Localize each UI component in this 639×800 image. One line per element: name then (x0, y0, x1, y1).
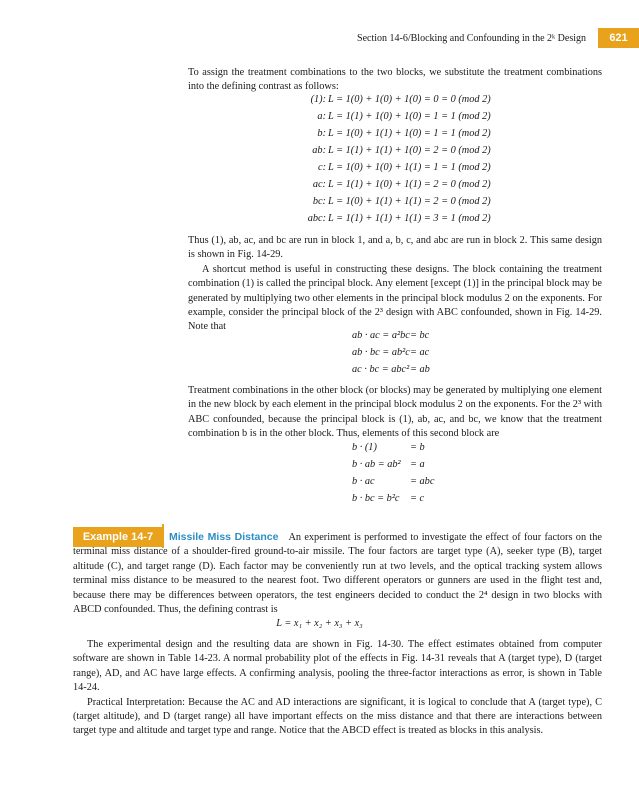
intro-text: To assign the treatment combinations to the two blocks, we substitute the treatment combinations into the defining contrast as follows: (188, 67, 602, 93)
section-title: Section 14-6/Blocking and Confounding in the 2ᵏ Design (357, 32, 586, 44)
row-lhs: ac · bc = abc² (352, 364, 410, 375)
row-rhs: L = 1(1) + 1(1) + 1(0) = 2 = 0 (mod 2) (328, 145, 491, 156)
row-lhs: ac: (312, 179, 326, 190)
row-rhs: = a (410, 459, 425, 470)
row-rhs: L = 1(0) + 1(0) + 1(1) = 1 = 1 (mod 2) (328, 162, 491, 173)
para-other-block-text: Treatment combinations in the other block (or blocks) may be generated by multiplying one element in the new block by each element in the principal block modulus 2 on the exponents. For the 2³ with ABC confounded, because the principal block is (1), ab, ac, and bc, we know that the treatment combination b is in the other block. Thus, elements of this second block are (188, 385, 602, 440)
row-lhs: b: (317, 128, 326, 139)
para-block-assignment: Thus (1), ab, ac, and bc are run in block 1, and a, b, c, and abc are run in block 2. This same design is shown in Fig. 14-29. (188, 235, 602, 261)
eq-row-2 (240, 128, 540, 145)
row-lhs: b · ab = ab² (352, 459, 401, 470)
row-lhs: bc: (312, 196, 326, 207)
example-label: Example 14-7 (73, 527, 163, 547)
body-paragraphs (188, 234, 602, 335)
example-analysis (73, 638, 602, 739)
prod-row-0 (352, 330, 532, 346)
row-rhs: L = 1(1) + 1(0) + 1(1) = 2 = 0 (mod 2) (328, 179, 491, 190)
eq-row-4 (240, 162, 540, 179)
row-lhs: (1): (310, 94, 326, 105)
row-rhs: = bc (410, 330, 430, 341)
eq-row-5 (240, 179, 540, 196)
eq-row-1 (240, 111, 540, 128)
row-rhs: = ac (410, 347, 430, 358)
eq-row-6 (240, 196, 540, 213)
example-body (73, 530, 602, 617)
example-description: An experiment is performed to investigate the effect of four factors on the terminal miss distance of a shoulder-fired ground-to-air missile. The four factors are target type (A), seeker type (B), target altitude (C), and target range (D). Each factor may be conveniently run at two levels, and the optical tracking system allows terminal miss distance to be measured to the nearest foot. Two different operators or gunners are used in the flight test and, because there may be differences between operators, the test engineers decided to conduct the 2⁴ design in two blocks with ABCD confounded. Thus, the defining contrast is (73, 532, 602, 616)
practical-interpretation: Practical Interpretation: Because the AC and AD interactions are significant, it is logical to conclude that A (target type), C (target altitude), and D (target range) all have important effects on the miss distance and that there are interactions between target type and altitude and target type and range. Notice that the ABCD effect is treated as blocks in this analysis. (73, 696, 602, 737)
defining-contrast-equation: L = x₁ + x₂ + x₃ + x₃ (276, 618, 363, 629)
row-lhs: ab: (312, 145, 326, 156)
row-rhs: L = 1(0) + 1(1) + 1(0) = 1 = 1 (mod 2) (328, 128, 491, 139)
prod-row-3 (352, 493, 532, 509)
row-rhs: = c (410, 493, 425, 504)
example-analysis-para: The experimental design and the resulting data are shown in Fig. 14-30. The effect estimates obtained from computer software are shown in Table 14-23. A normal probability plot of the effects in Fig. 14-31 reveals that A (target type), D (target range), AD, and AC have large effects. A confirming analysis, pooling the three-factor interactions as error, is shown in Table 14-24. (73, 639, 602, 694)
prod-row-1 (352, 347, 532, 363)
para-other-block (188, 384, 602, 442)
running-header (357, 28, 639, 48)
row-lhs: c: (318, 162, 326, 173)
row-lhs: b · bc = b²c (352, 493, 400, 504)
row-lhs: ab · ac = a²bc (352, 330, 410, 341)
prod-row-1 (352, 459, 532, 475)
prod-row-0 (352, 442, 532, 458)
row-rhs: = b (410, 442, 425, 453)
row-rhs: = abc (410, 476, 435, 487)
row-lhs: a: (317, 111, 326, 122)
example-intro (73, 530, 602, 617)
row-lhs: ab · bc = ab²c (352, 347, 410, 358)
row-rhs: L = 1(0) + 1(1) + 1(1) = 2 = 0 (mod 2) (328, 196, 491, 207)
prod-row-2 (352, 364, 532, 380)
row-rhs: = ab (410, 364, 430, 375)
page-number: 621 (598, 28, 639, 48)
eq-row-3 (240, 145, 540, 162)
eq-row-7 (240, 213, 540, 230)
eq-row-0 (240, 94, 540, 111)
prod-row-2 (352, 476, 532, 492)
row-lhs: abc: (307, 213, 326, 224)
para-shortcut-method: A shortcut method is useful in constructing these designs. The block containing the treatment combination (1) is called the principal block. Any element [except (1)] in the principal block may be generated by multiplying two other elements in the principal block modulus 2 on the exponents. For example, consider the principal block of the 2³ design with ABC confounded, shown in Fig. 14-29. Note that (188, 263, 602, 333)
example-title: Missile Miss Distance (169, 531, 279, 543)
intro-paragraph (188, 66, 602, 95)
row-lhs: b · ac (352, 476, 375, 487)
row-rhs: L = 1(1) + 1(0) + 1(0) = 1 = 1 (mod 2) (328, 111, 491, 122)
row-rhs: L = 1(1) + 1(1) + 1(1) = 3 = 1 (mod 2) (328, 213, 491, 224)
row-lhs: b · (1) (352, 442, 377, 453)
row-rhs: L = 1(0) + 1(0) + 1(0) = 0 = 0 (mod 2) (328, 94, 491, 105)
